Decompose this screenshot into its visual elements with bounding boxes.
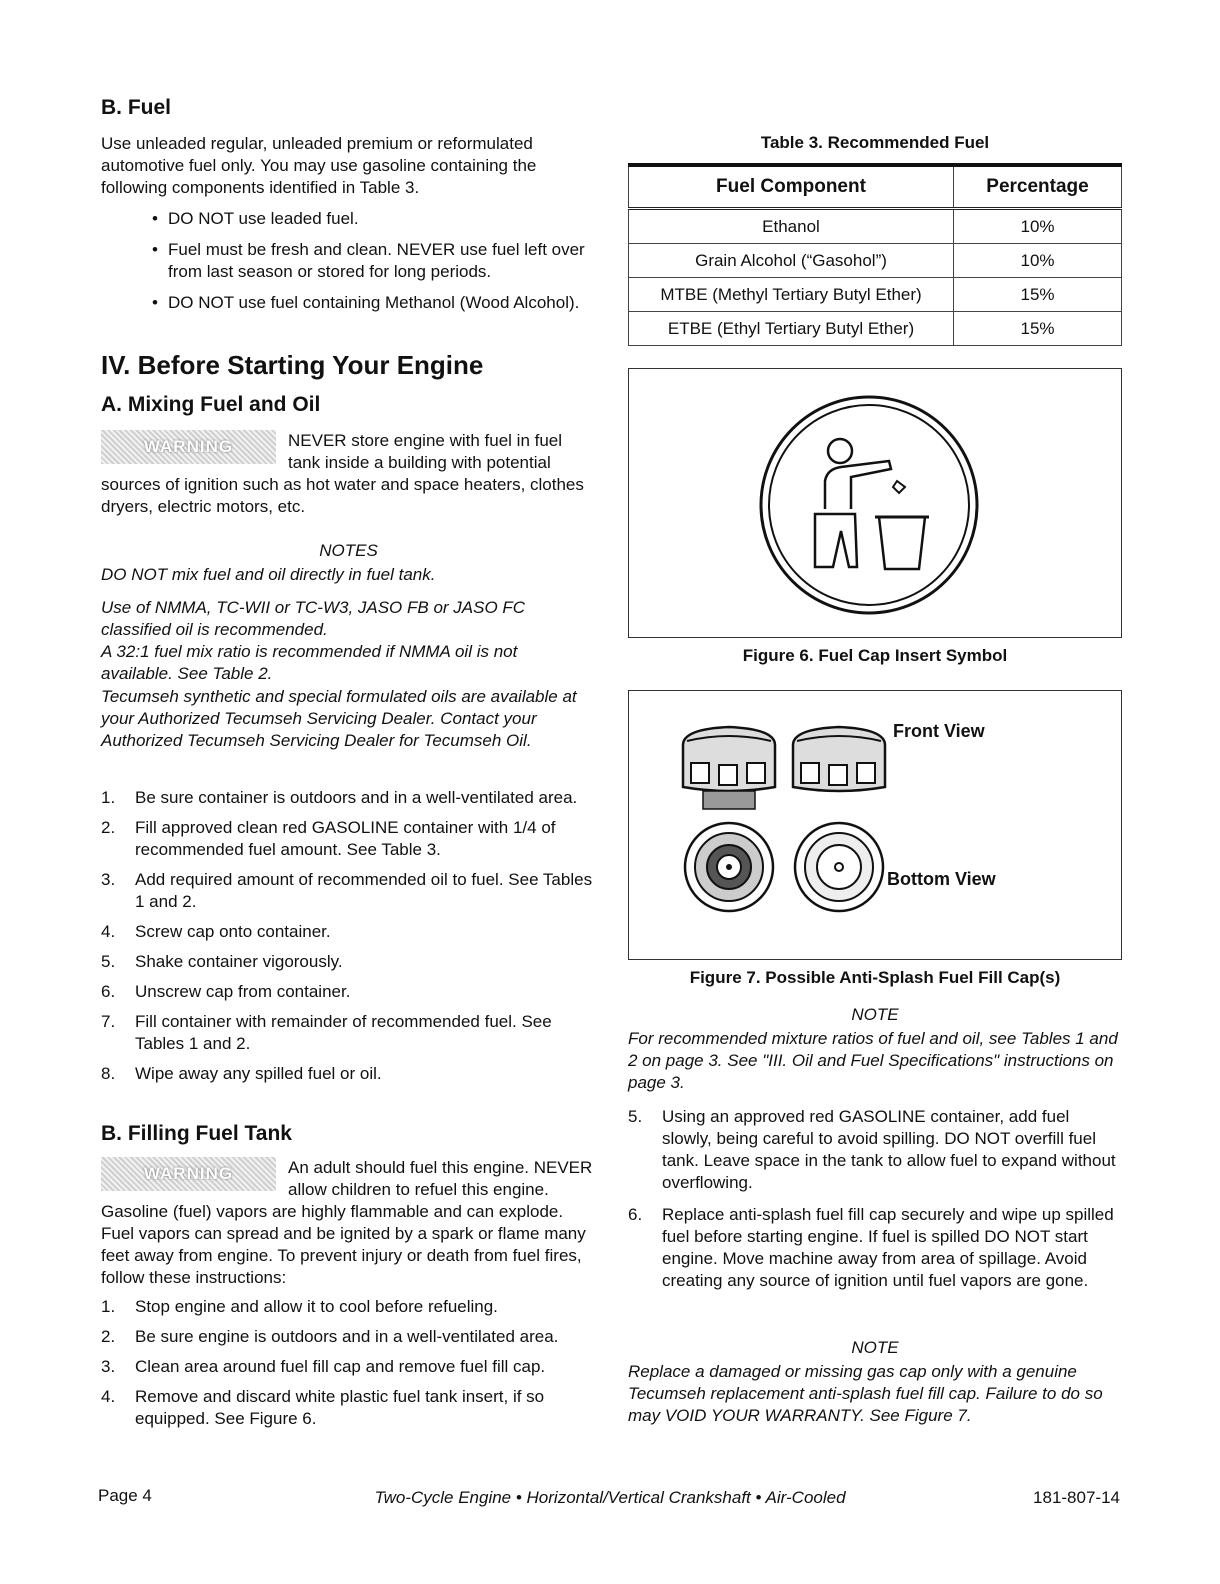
notes-title: NOTES	[319, 541, 378, 560]
filling-steps-cont	[628, 1106, 1122, 1300]
list-item: 4. Screw cap onto container.	[101, 922, 331, 941]
note2-title: NOTE	[851, 1338, 899, 1357]
mixing-note: DO NOT mix fuel and oil directly in fuel tank.	[101, 565, 436, 584]
filling-warning-text: An adult should fuel this engine. NEVER allow children to refuel this engine. Gasoline (fuel) vapors are highly flammable and can explode. Fuel vapors can spread and be ignited by a spark or flame many feet away from engine. To prevent injury or death from fuel fires, follow these instructions:	[101, 1158, 593, 1287]
fuel-intro: Use unleaded regular, unleaded premium or reformulated automotive fuel only. You may use gasoline containing the following components identified in Table 3.	[101, 134, 537, 197]
footer-title: Two-Cycle Engine • Horizontal/Vertical Crankshaft • Air-Cooled	[374, 1488, 846, 1507]
table-cell: 10%	[954, 209, 1122, 244]
table-row	[629, 278, 1122, 312]
bottom-view-label: Bottom View	[887, 869, 996, 889]
figure7-box	[628, 690, 1122, 960]
list-item: 7. Fill container with remainder of recommended fuel. See Tables 1 and 2.	[101, 1012, 552, 1053]
figure7-caption: Figure 7. Possible Anti-Splash Fuel Fill Cap(s)	[689, 968, 1061, 987]
table-cell: 15%	[954, 312, 1122, 346]
list-item: 2. Fill approved clean red GASOLINE container with 1/4 of recommended fuel amount. See Table 3.	[101, 818, 556, 859]
list-item: 5. Shake container vigorously.	[101, 952, 343, 971]
list-item: 6. Replace anti-splash fuel fill cap securely and wipe up spilled fuel before starting engine. If fuel is spilled DO NOT start engine. Move machine away from area of spillage. Avoid creating any source of ignition until fuel vapors are gone.	[628, 1205, 1114, 1290]
list-item: 8. Wipe away any spilled fuel or oil.	[101, 1064, 382, 1083]
note1-text: For recommended mixture ratios of fuel and oil, see Tables 1 and 2 on page 3. See "III. Oil and Fuel Specifications" instructions on page 3.	[628, 1029, 1118, 1092]
list-item: 3. Clean area around fuel fill cap and remove fuel fill cap.	[101, 1357, 546, 1376]
fuel-bullet: • Fuel must be fresh and clean. NEVER use fuel left over from last season or stored for long periods.	[146, 239, 596, 283]
table-cell: MTBE (Methyl Tertiary Butyl Ether)	[629, 278, 954, 312]
footer-page: Page 4	[98, 1486, 152, 1505]
front-view-label: Front View	[893, 721, 985, 741]
fuel-heading: B. Fuel	[101, 96, 172, 119]
warning-label: WARNING	[101, 1157, 276, 1191]
note1-title: NOTE	[851, 1005, 899, 1024]
fuel-bullet: • DO NOT use leaded fuel.	[146, 208, 596, 230]
filling-warning	[101, 1157, 593, 1289]
figure6-box	[628, 368, 1122, 638]
fuel-bullets	[146, 208, 596, 323]
mixing-warning	[101, 430, 593, 518]
fuel-caps-drawing	[669, 695, 929, 955]
table3	[628, 167, 1122, 346]
table-header: Percentage	[954, 167, 1122, 209]
filling-heading: B. Filling Fuel Tank	[101, 1122, 292, 1145]
list-item: 1. Stop engine and allow it to cool before refueling.	[101, 1297, 498, 1316]
list-item: 5. Using an approved red GASOLINE container, add fuel slowly, being careful to avoid spilling. DO NOT overfill fuel tank. Leave space in the tank to allow fuel to expand without overflowing.	[628, 1107, 1116, 1192]
table-row	[629, 312, 1122, 346]
dispose-insert-icon	[629, 369, 1121, 637]
figure6-caption: Figure 6. Fuel Cap Insert Symbol	[742, 646, 1008, 665]
warning-label: WARNING	[101, 430, 276, 464]
table-cell: 15%	[954, 278, 1122, 312]
table-cell: Grain Alcohol (“Gasohol”)	[629, 244, 954, 278]
mixing-note: Tecumseh synthetic and special formulated oils are available at your Authorized Tecumseh Servicing Dealer. Contact your Authorized Tecumseh Servicing Dealer for Tecumseh Oil.	[101, 687, 577, 750]
list-item: 4. Remove and discard white plastic fuel tank insert, if so equipped. See Figure 6.	[101, 1387, 545, 1428]
fuel-bullet: • DO NOT use fuel containing Methanol (Wood Alcohol).	[146, 292, 596, 314]
table-cell: Ethanol	[629, 209, 954, 244]
list-item: 3. Add required amount of recommended oil to fuel. See Tables 1 and 2.	[101, 870, 593, 911]
list-item: 6. Unscrew cap from container.	[101, 982, 351, 1001]
mixing-warning-text: NEVER store engine with fuel in fuel tank inside a building with potential sources of ignition such as hot water and space heaters, clothes dryers, electric motors, etc.	[101, 431, 584, 516]
table-row	[629, 209, 1122, 244]
list-item: 2. Be sure engine is outdoors and in a well-ventilated area.	[101, 1327, 559, 1346]
before-start-heading: IV. Before Starting Your Engine	[101, 350, 484, 380]
table3-title: Table 3. Recommended Fuel	[760, 133, 990, 152]
note2-text: Replace a damaged or missing gas cap only with a genuine Tecumseh replacement anti-splash fuel fill cap. Failure to do so may VOID YOUR WARRANTY. See Figure 7.	[628, 1362, 1103, 1425]
filling-steps	[101, 1296, 596, 1438]
mixing-steps	[101, 787, 596, 1093]
mixing-note: Use of NMMA, TC-WII or TC-W3, JASO FB or JASO FC classified oil is recommended.	[101, 598, 526, 639]
table-header: Fuel Component	[629, 167, 954, 209]
table-row	[629, 244, 1122, 278]
mixing-heading: A. Mixing Fuel and Oil	[101, 393, 321, 416]
table-cell: 10%	[954, 244, 1122, 278]
mixing-note: A 32:1 fuel mix ratio is recommended if NMMA oil is not available. See Table 2.	[101, 642, 518, 683]
footer-code: 181-807-14	[1033, 1488, 1120, 1507]
list-item: 1. Be sure container is outdoors and in a well-ventilated area.	[101, 788, 578, 807]
table-cell: ETBE (Ethyl Tertiary Butyl Ether)	[629, 312, 954, 346]
